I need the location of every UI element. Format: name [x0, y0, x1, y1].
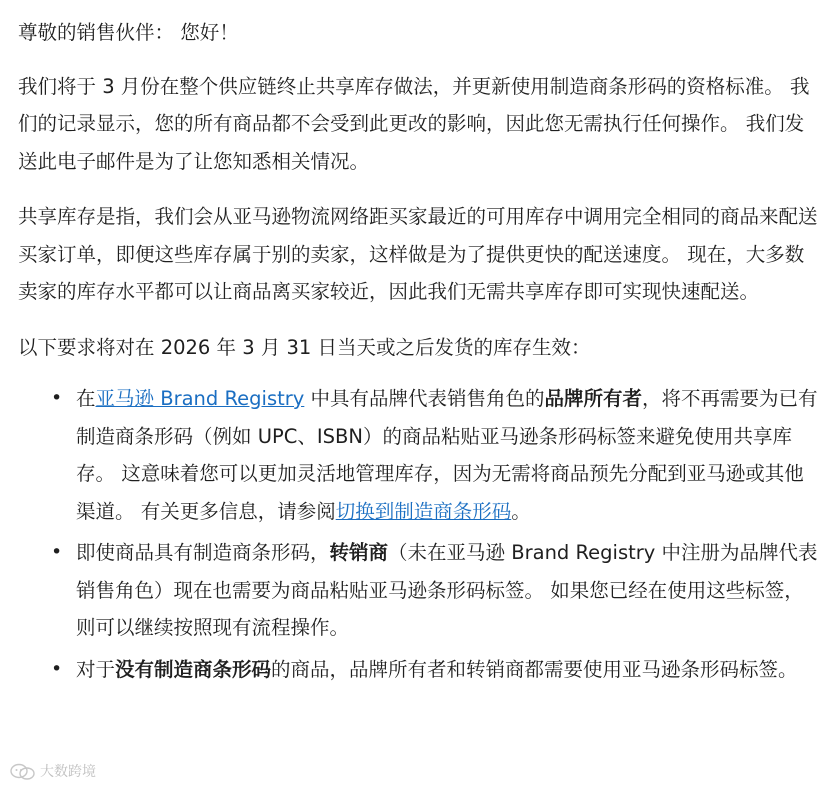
list-item-brand-owner — [51, 380, 820, 530]
paragraph-requirements-intro: 以下要求将对在 2026 年 3 月 31 日当天或之后发货的库存生效： — [18, 335, 591, 359]
no-barcode-bold: 没有制造商条形码 — [115, 657, 272, 681]
bullet-icon: • — [51, 387, 63, 409]
item-text: 对于 — [76, 657, 116, 681]
switch-to-manufacturer-barcode-link[interactable]: 切换到制造商条形码 — [335, 499, 512, 523]
email-body — [18, 14, 820, 692]
item-text: 的商品，品牌所有者和转销商都需要使用亚马逊条形码标签。 — [271, 657, 798, 681]
watermark — [10, 762, 96, 782]
bullet-icon: • — [51, 541, 63, 563]
wechat-style-logo-icon — [10, 763, 36, 781]
bullet-icon: • — [51, 657, 63, 680]
list-item-reseller — [51, 534, 820, 647]
greeting: 尊敬的销售伙伴： 您好！ — [18, 21, 239, 44]
item-text: 。 — [511, 499, 531, 523]
item-text: ，将不再需要为已有制造商条形码（例如 UPC、ISBN）的商品粘贴亚马逊条形码标签来避免使用共享库存。 这意味着您可以更加灵活地管理库存，因为无需将商品预先分配到亚马逊或其他渠道。 有关更多信息，请参阅 — [76, 387, 818, 523]
list-item-no-barcode — [51, 651, 820, 689]
brand-owner-bold: 品牌所有者 — [544, 387, 643, 410]
reseller-bold: 转销商 — [329, 541, 389, 564]
requirements-list — [18, 380, 820, 688]
paragraph-shared-inventory-end: 我们将于 3 月份在整个供应链终止共享库存做法，并更新使用制造商条形码的资格标准。 我们的记录显示，您的所有商品都不会受到此更改的影响，因此您无需执行任何操作。 我们发送此电子邮件是为了让您知悉相关情况。 — [18, 74, 810, 173]
item-text: （未在亚马逊 Brand Registry 中注册为品牌代表销售角色）现在也需要为商品粘贴亚马逊条形码标签。 如果您已经在使用这些标签，则可以继续按照现有流程操作。 — [76, 541, 818, 639]
item-text: 即使商品具有制造商条形码， — [76, 541, 330, 564]
paragraph-shared-inventory-definition: 共享库存是指，我们会从亚马逊物流网络距买家最近的可用库存中调用完全相同的商品来配送买家订单，即便这些库存属于别的卖家，这样做是为了提供更快的配送速度。 现在，大多数卖家的库存水平都可以让商品离买家较近，因此我们无需共享库存即可实现快速配送。 — [18, 205, 818, 303]
item-text: 中具有品牌代表销售角色的 — [304, 387, 545, 410]
watermark-text: 大数跨境 — [40, 764, 96, 780]
item-text: 在 — [76, 387, 96, 410]
brand-registry-link[interactable]: 亚马逊 Brand Registry — [95, 387, 305, 410]
